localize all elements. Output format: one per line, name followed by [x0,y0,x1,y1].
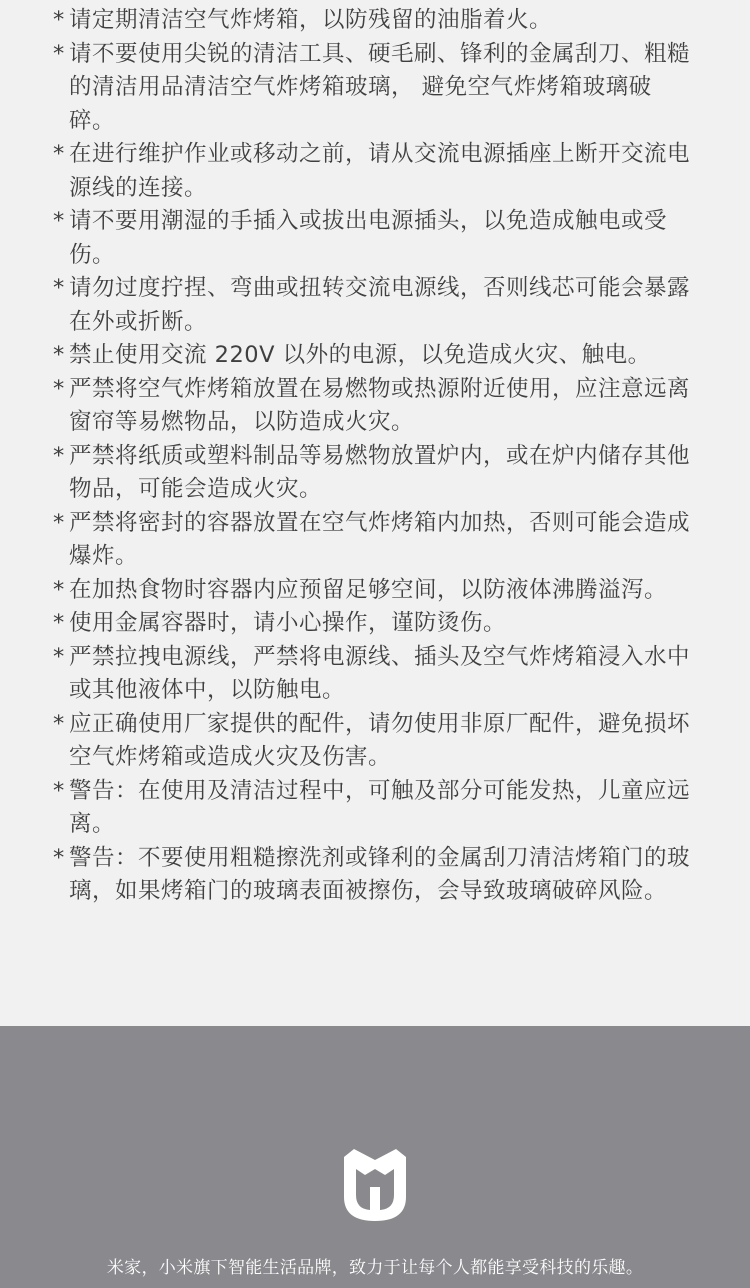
bullet-star: * [53,610,65,636]
bullet-star: * [53,342,65,368]
brand-footer [0,1026,750,1288]
note-text: 请不要使用尖锐的清洁工具、硬毛刷、锋利的金属刮刀、粗糙的清洁用品清洁空气炸烤箱玻璃， 避免空气炸烤箱玻璃破碎。 [69,40,691,134]
bullet-star: * [53,643,65,670]
bullet-star: * [53,40,65,67]
note-item [0,775,750,842]
brand-slogan: 米家，小米旗下智能生活品牌，致力于让每个人都能享受科技的乐趣。 [106,1258,644,1278]
note-text: 请定期清洁空气炸烤箱，以防残留的油脂着火。 [69,7,553,33]
note-text: 在加热食物时容器内应预留足够空间，以防液体沸腾溢泻。 [69,576,668,603]
note-text: 警告：在使用及清洁过程中，可触及部分可能发热，儿童应远离。 [69,777,691,837]
mijia-logo-icon [342,1147,408,1223]
bullet-star: * [53,710,65,737]
bullet-star: * [53,208,65,234]
bullet-star: * [53,375,65,402]
note-text: 警告：不要使用粗糙擦洗剂或锋利的金属刮刀清洁烤箱门的玻璃，如果烤箱门的玻璃表面被擦伤，会导致玻璃破碎风险。 [69,844,691,904]
note-text: 在进行维护作业或移动之前，请从交流电源插座上断开交流电源线的连接。 [69,141,691,201]
safety-notes-list [0,4,750,909]
note-item [0,373,750,440]
note-item [0,138,750,205]
note-item [0,38,750,139]
note-text: 严禁将纸质或塑料制品等易燃物放置炉内，或在炉内储存其他物品，可能会造成火灾。 [69,442,691,502]
note-item [0,507,750,574]
bullet-star: * [53,275,65,301]
note-item [0,272,750,339]
note-item [0,641,750,708]
note-text: 严禁将密封的容器放置在空气炸烤箱内加热，否则可能会造成爆炸。 [69,509,691,569]
bullet-star: * [53,141,65,167]
note-text: 严禁拉拽电源线，严禁将电源线、插头及空气炸烤箱浸入水中或其他液体中，以防触电。 [69,643,691,703]
note-text: 严禁将空气炸烤箱放置在易燃物或热源附近使用，应注意远离窗帘等易燃物品，以防造成火灾。 [69,375,691,435]
note-text: 使用金属容器时，请小心操作，谨防烫伤。 [69,610,507,636]
note-text: 请勿过度拧捏、弯曲或扭转交流电源线，否则线芯可能会暴露在外或折断。 [69,275,691,335]
note-text: 请不要用潮湿的手插入或拔出电源插头，以免造成触电或受伤。 [69,208,668,268]
bullet-star: * [53,844,65,871]
note-item [0,4,750,38]
bullet-star: * [53,777,65,804]
note-item [0,339,750,373]
note-text: 应正确使用厂家提供的配件，请勿使用非原厂配件，避免损坏空气炸烤箱或造成火灾及伤害。 [69,710,691,770]
bullet-star: * [53,576,65,603]
note-item [0,574,750,608]
note-item [0,708,750,775]
note-text: 禁止使用交流 220V 以外的电源，以免造成火灾、触电。 [69,342,651,368]
note-item [0,607,750,641]
note-item [0,205,750,272]
bullet-star: * [53,442,65,469]
bullet-star: * [53,7,65,33]
note-item [0,842,750,909]
bullet-star: * [53,509,65,536]
note-item [0,440,750,507]
